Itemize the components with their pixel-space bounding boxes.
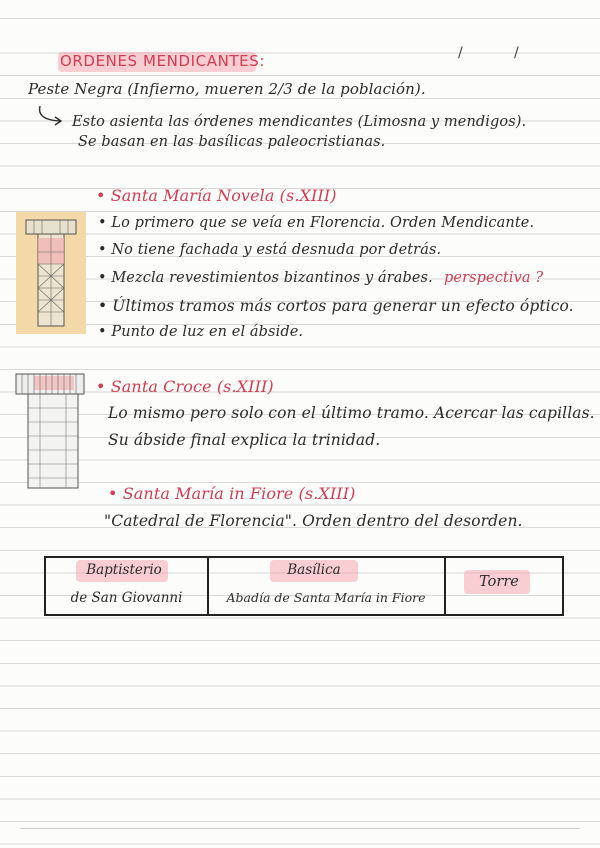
curved-arrow-icon bbox=[36, 104, 66, 128]
table-col2-body: Abadía de Santa María in Fiore bbox=[226, 590, 426, 605]
section1-title: • Santa María Novela (s.XIII) bbox=[96, 186, 337, 205]
table-bottom-border bbox=[44, 614, 564, 616]
section1-bullet-1: • Lo primero que se veía en Florencia. Orden Mendicante. bbox=[98, 215, 535, 231]
section2-line-2: Su ábside final explica la trinidad. bbox=[108, 431, 381, 449]
section1-bullet-5: • Punto de luz en el ábside. bbox=[98, 324, 304, 340]
floorplan-santa-maria-novella-image bbox=[16, 212, 86, 334]
section3-line-1: "Catedral de Florencia". Orden dentro del desorden. bbox=[104, 512, 523, 530]
table-divider-1 bbox=[207, 556, 209, 616]
page-bottom-rule bbox=[20, 828, 580, 829]
section1-bullet-2: • No tiene fachada y está desnuda por detrás. bbox=[98, 242, 442, 258]
section1-bullet-3: • Mezcla revestimientos bizantinos y árabes. bbox=[98, 270, 433, 286]
section2-title: • Santa Croce (s.XIII) bbox=[96, 377, 274, 396]
perspectiva-annotation: perspectiva ? bbox=[444, 270, 544, 286]
table-left-border bbox=[44, 556, 46, 616]
page-heading: ORDENES MENDICANTES: bbox=[60, 52, 266, 70]
intro-line-2: Esto asienta las órdenes mendicantes (Limosna y mendigos). bbox=[72, 114, 527, 130]
section2-line-1: Lo mismo pero solo con el último tramo. Acercar las capillas. bbox=[108, 404, 595, 422]
table-right-border bbox=[562, 556, 564, 616]
table-col1-head: Baptisterio bbox=[86, 562, 162, 578]
buildings-table bbox=[44, 556, 564, 616]
floorplan-santa-croce-image bbox=[14, 370, 86, 492]
table-col2-head: Basílica bbox=[287, 562, 341, 578]
table-top-border bbox=[44, 556, 564, 558]
table-col1-body: de San Giovanni bbox=[70, 590, 183, 606]
tick-mark-1: / bbox=[458, 45, 463, 61]
intro-line-3: Se basan en las basílicas paleocristianas. bbox=[78, 134, 386, 150]
table-col3-head: Torre bbox=[479, 574, 519, 590]
section1-bullet-4: • Últimos tramos más cortos para generar un efecto óptico. bbox=[98, 297, 574, 315]
table-divider-2 bbox=[444, 556, 446, 616]
section3-title: • Santa María in Fiore (s.XIII) bbox=[108, 484, 356, 503]
intro-line-1: Peste Negra (Infierno, mueren 2/3 de la población). bbox=[28, 80, 426, 98]
tick-mark-2: / bbox=[514, 45, 519, 61]
